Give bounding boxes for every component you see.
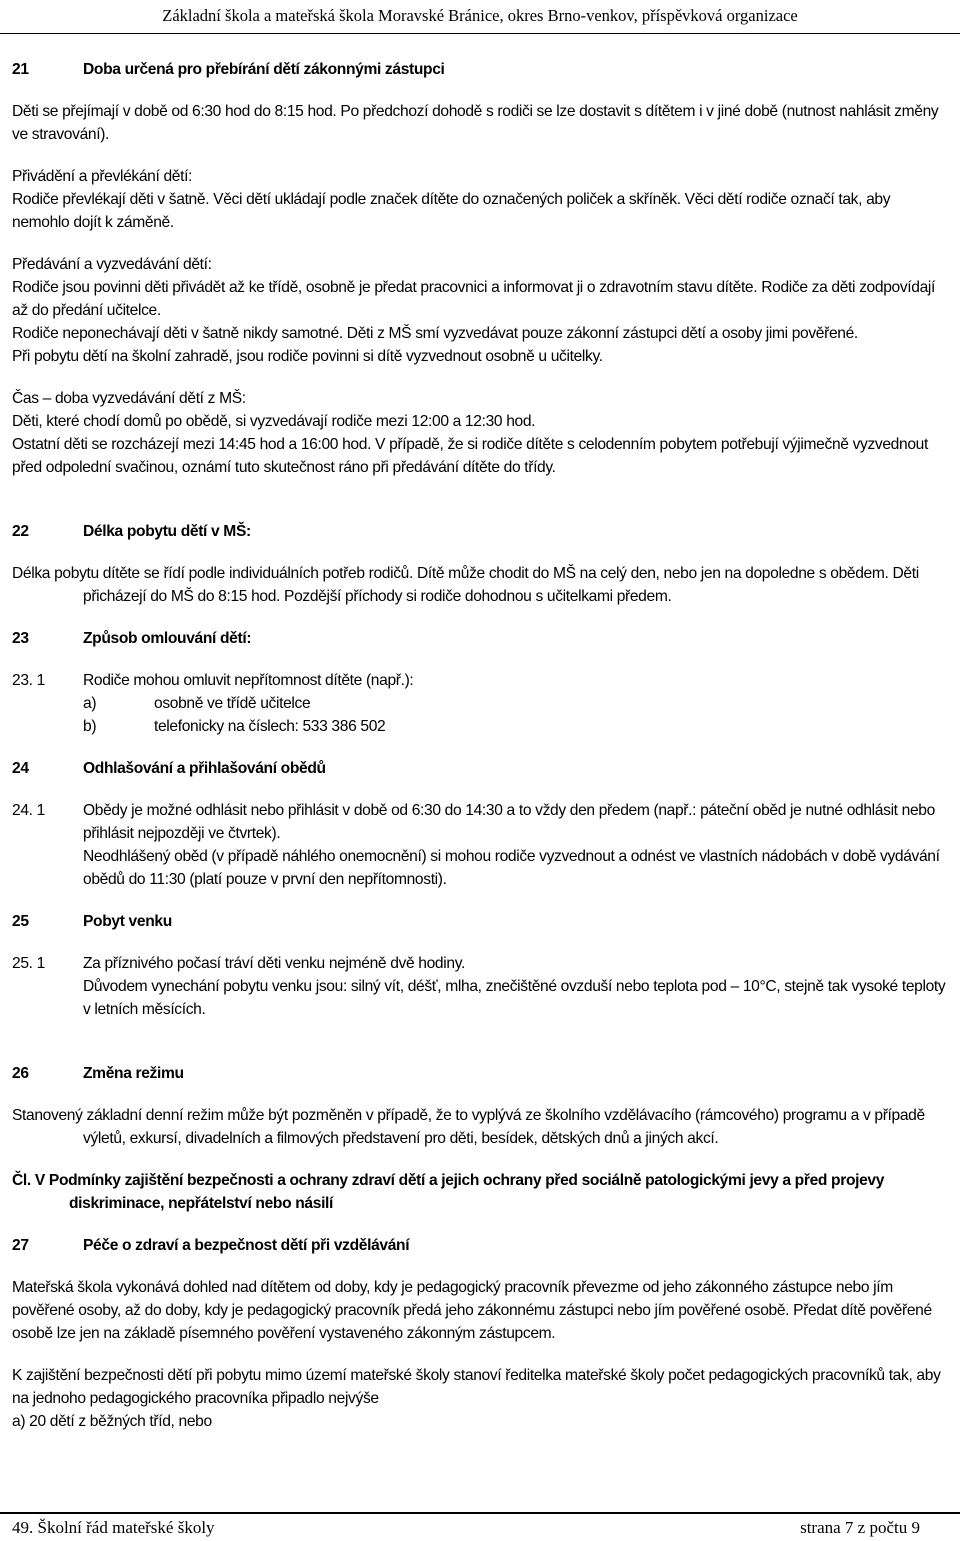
section-title: Délka pobytu dětí v MŠ: [83,523,251,540]
subheading: Přivádění a převlékání dětí: [12,168,193,185]
sub-item-label: b) [83,718,97,735]
section-number: 24 [12,760,29,777]
paragraph: Rodiče jsou povinni děti přivádět až ke třídě, osobně je předat pracovnici a informovat ji o zdravotním stavu dítěte. Rodiče za děti zodpovídají až do předání učitelce. [12,279,936,319]
section-23-heading [12,627,950,650]
paragraph: Rodiče neponechávají děti v šatně nikdy samotné. Děti z MŠ smí vyzvedávat pouze zákonní zástupci dětí a osoby jimi pověřené. [12,325,858,342]
page-header: Základní škola a mateřská škola Moravské Bránice, okres Brno-venkov, příspěvková organizace [0,0,960,34]
paragraph: a) 20 dětí z běžných tříd, nebo [12,1413,212,1430]
paragraph: Děti se přejímají v době od 6:30 hod do 8:15 hod. Po předchozí dohodě s rodiči se lze dostavit s dítětem i v jiné době (nutnost nahlásit změny ve stravování). [12,103,939,143]
paragraph: K zajištění bezpečnosti dětí při pobytu mimo území mateřské školy stanoví ředitelka mateřské školy počet pedagogických pracovníků tak, aby na jednoho pedagogického pracovníka připadlo nejvýše [12,1367,941,1407]
section-number: 23 [12,630,29,647]
section-title: Způsob omlouvání dětí: [83,630,252,647]
paragraph: Rodiče převlékají děti v šatně. Věci dětí ukládají podle značek dítěte do označených poliček a skříněk. Věci dětí rodiče označí tak, aby nemohlo dojít k záměně. [12,191,891,231]
section-number: 26 [12,1065,29,1082]
section-27-heading [12,1234,950,1257]
paragraph: Ostatní děti se rozcházejí mezi 14:45 hod a 16:00 hod. V případě, že si rodiče dítěte s celodenním pobytem potřebují výjimečně vyzvednout před odpolední svačinou, oznámí tuto skutečnost ráno při předávání dítěte do třídy. [12,436,928,476]
paragraph: Mateřská škola vykonává dohled nad dítětem od doby, kdy je pedagogický pracovník převezme od jeho zákonného zástupce nebo jím pověřené osoby, až do doby, kdy je pedagogický pracovník předá jeho zákonnému zástupci nebo jím pověřené osobě. Předat dítě pověřené osobě lze jen na základě písemného pověření vystaveného zákonným zástupcem. [12,1279,932,1342]
item-text: Obědy je možné odhlásit nebo přihlásit v době od 6:30 do 14:30 a to vždy den předem (např.: páteční oběd je nutné odhlásit nebo přihlásit nejpozději ve čtvrtek). [83,802,935,842]
section-title: Péče o zdraví a bezpečnost dětí při vzdělávání [83,1237,410,1254]
chapter-heading: Čl. V Podmínky zajištění bezpečnosti a ochrany zdraví dětí a jejich ochrany před sociálně patologickými jevy a před projevy diskriminace, nepřátelství nebo násilí [12,1172,885,1212]
section-title: Doba určená pro přebírání dětí zákonnými zástupci [83,61,445,78]
page-footer [0,1512,960,1541]
paragraph: Délka pobytu dítěte se řídí podle individuálních potřeb rodičů. Dítě může chodit do MŠ na celý den, nebo jen na dopoledne s obědem. Děti přicházejí do MŠ do 8:15 hod. Pozdější příchody si rodiče dohodnou s učitelkami předem. [12,565,919,605]
sub-item [12,715,950,738]
sub-item [12,692,950,715]
section-number: 25 [12,913,29,930]
paragraph: Při pobytu dětí na školní zahradě, jsou rodiče povinni si dítě vyzvednout osobně u učitelky. [12,348,603,365]
paragraph: Děti, které chodí domů po obědě, si vyzvedávají rodiče mezi 12:00 a 12:30 hod. [12,413,536,430]
section-25-heading [12,910,950,933]
list-item [12,799,950,845]
section-number: 27 [12,1237,29,1254]
footer-title: 49. Školní řád mateřské školy [12,1517,215,1537]
sub-item-text: telefonicky na číslech: 533 386 502 [154,718,386,735]
item-text: Za příznivého počasí tráví děti venku nejméně dvě hodiny. [83,955,465,972]
subheading: Čas – doba vyzvedávání dětí z MŠ: [12,390,246,407]
section-number: 21 [12,61,29,78]
sub-item-text: osobně ve třídě učitelce [154,695,311,712]
paragraph: Neodhlášený oběd (v případě náhlého onemocnění) si mohou rodiče vyzvednout a odnést ve vlastních nádobách v době vydávání obědů do 11:30 (platí pouze v první den nepřítomnosti). [83,848,940,888]
section-title: Pobyt venku [83,913,172,930]
item-number: 23. 1 [12,672,45,689]
list-item [12,952,950,975]
section-number: 22 [12,523,29,540]
section-22-heading [12,520,950,543]
item-number: 24. 1 [12,802,45,819]
paragraph: Důvodem vynechání pobytu venku jsou: silný vít, déšť, mlha, znečištěné ovzduší nebo teplota pod – 10°C, stejně tak vysoké teploty v letních měsících. [83,978,946,1018]
item-text: Rodiče mohou omluvit nepřítomnost dítěte (např.): [83,672,414,689]
subheading: Předávání a vyzvedávání dětí: [12,256,212,273]
list-item [12,669,950,692]
document-body [12,58,950,1433]
section-21-heading [12,58,950,81]
section-24-heading [12,757,950,780]
section-26-heading [12,1062,950,1085]
section-title: Změna režimu [83,1065,184,1082]
section-title: Odhlašování a přihlašování obědů [83,760,326,777]
item-number: 25. 1 [12,955,45,972]
page-number: strana 7 z počtu 9 [800,1517,920,1537]
sub-item-label: a) [83,695,97,712]
paragraph: Stanovený základní denní režim může být pozměněn v případě, že to vyplývá ze školního vzdělávacího (rámcového) programu a v případě výletů, exkursí, divadelních a filmových představení pro děti, besídek, dětských dnů a jiných akcí. [12,1107,925,1147]
